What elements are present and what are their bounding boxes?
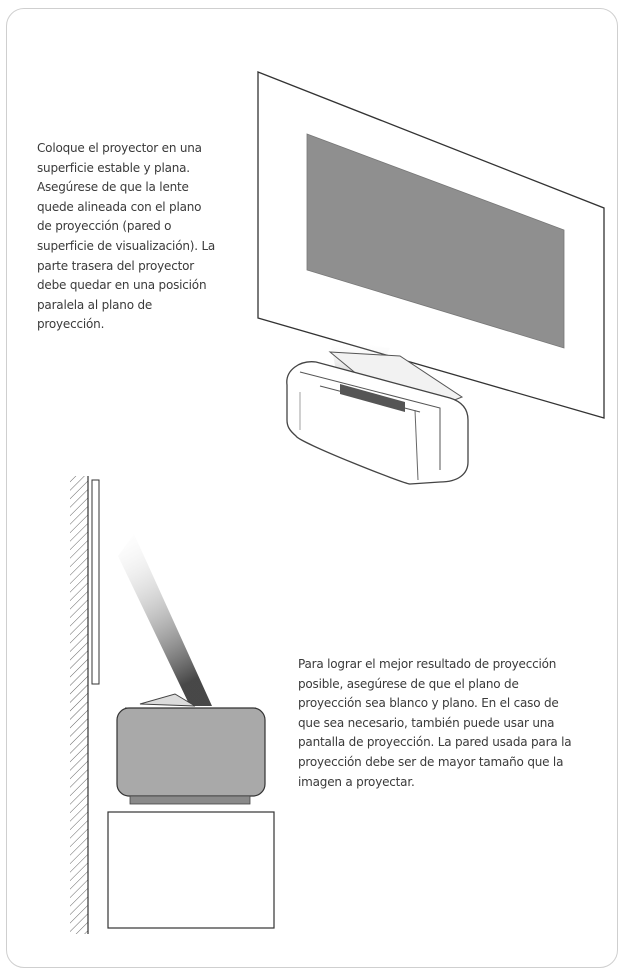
placement-instructions: Coloque el proyector en una superficie estable y plana. Asegúrese de que la lente quede alineada con el plano de proyección (pared o superficie de visualización). La parte trasera del proyector debe quedar en una posición paralela al plano de proyección. bbox=[37, 141, 216, 332]
side-view-illustration bbox=[70, 476, 274, 934]
table-stand bbox=[108, 812, 274, 928]
wall-hatching bbox=[70, 476, 88, 934]
screen-panel bbox=[92, 480, 99, 684]
surface-instructions: Para lograr el mejor resultado de proyección posible, asegúrese de que el plano de proyección sea blanco y plano. En el caso de que sea necesario, también puede usar una pantalla de proyección. La pared usada para la proyección debe ser de mayor tamaño que la imagen a proyectar. bbox=[298, 657, 572, 789]
side-light-beam bbox=[118, 534, 212, 706]
projector-body bbox=[117, 708, 265, 796]
